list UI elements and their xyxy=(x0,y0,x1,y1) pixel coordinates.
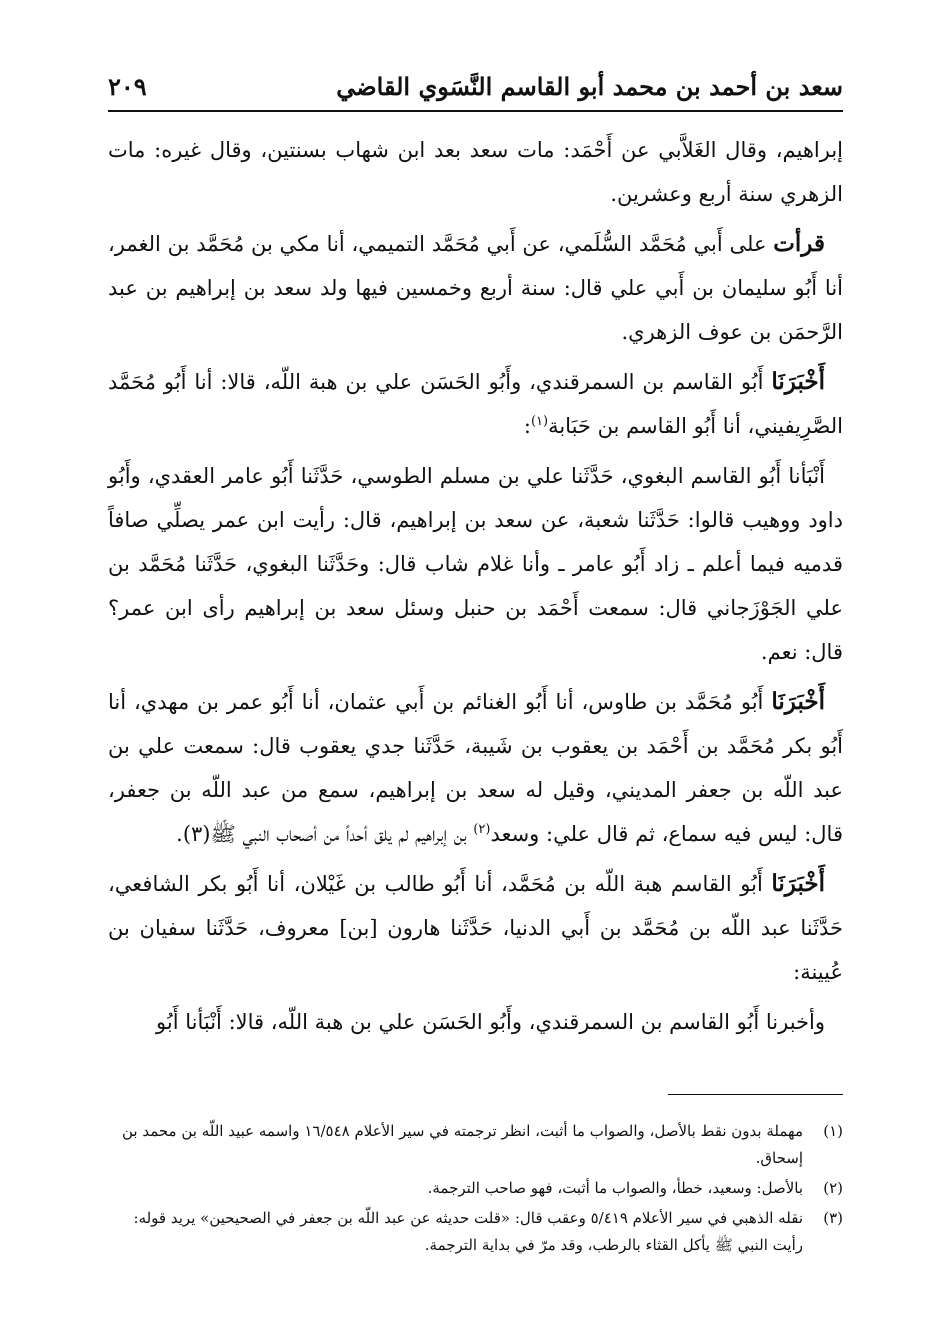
paragraph-lead: أَخْبَرَنَا xyxy=(771,870,825,897)
footnote-text: مهملة بدون نقط بالأصل، والصواب ما أثبت، انظر ترجمته في سير الأعلام ١٦/٥٤٨ واسمه عبيد اللّه بن محمد بن إسحاق. xyxy=(121,1122,803,1167)
footnote-number: (١) xyxy=(823,1122,843,1140)
paragraph-text: أَبُو القاسم هبة اللّه بن مُحَمَّد، أنا أَبُو طالب بن غَيْلان، أنا أَبُو بكر الشافعي، حَدَّثَنا عبد اللّه بن مُحَمَّد بن أَبي الدنيا، حَدَّثَنا هارون [بن] معروف، حَدَّثَنا سفيان بن عُيينة: xyxy=(108,872,843,984)
header-divider xyxy=(108,110,843,112)
main-text xyxy=(108,128,843,1050)
paragraph-text: بن إبراهيم لم يلق أحداً من أصحاب النبي ﷺ(٣). xyxy=(176,822,474,846)
paragraph-lead: أَخْبَرَنَا xyxy=(771,368,825,395)
paragraph-text: إبراهيم، وقال الغَلاَّبي عن أَحْمَد: مات سعد بعد ابن شهاب بسنتين، وقال غيره: مات الزهري سنة أربع وعشرين. xyxy=(108,138,843,206)
paragraph xyxy=(108,1000,843,1044)
footnote-text: بالأصل: وسعيد، خطأ، والصواب ما أثبت، فهو صاحب الترجمة. xyxy=(427,1179,803,1197)
paragraph xyxy=(108,680,843,856)
paragraph-text: وأخبرنا أَبُو القاسم بن السمرقندي، وأَبُو الحَسَن علي بن هبة اللّه، قالا: أَنْبَأنا أَبُو xyxy=(156,1010,825,1034)
footnote-number: (٢) xyxy=(823,1179,843,1197)
paragraph-text: أَبُو القاسم بن السمرقندي، وأَبُو الحَسَن علي بن هبة اللّه، قالا: أنا أَبُو مُحَمَّد الصَّرِيفيني، أنا أَبُو القاسم بن حَبَابة xyxy=(108,370,843,438)
paragraph xyxy=(108,360,843,448)
paragraph xyxy=(108,222,843,354)
page-number: ٢٠٩ xyxy=(108,71,147,101)
footnote-ref[interactable]: (١) xyxy=(530,414,549,429)
footnote-text: نقله الذهبي في سير الأعلام ٥/٤١٩ وعقب قال: «قلت حديثه عن عبد اللّه بن جعفر في الصحيحين» يريد قوله: رأيت النبي ﷺ يأكل القثاء بالرطب، وقد مرّ في بداية الترجمة. xyxy=(133,1209,803,1254)
footnote xyxy=(108,1205,843,1259)
paragraph xyxy=(108,128,843,216)
footnote xyxy=(108,1175,843,1202)
paragraph-text: أَنْبَأنا أَبُو القاسم البغوي، حَدَّثَنا علي بن مسلم الطوسي، حَدَّثَنا أَبُو عامر العقدي، وأَبُو داود ووهيب قالوا: حَدَّثَنا شعبة، عن سعد بن إبراهيم، قال: رأيت ابن عمر يصلِّي صافاً قدميه فيما أعلم ـ زاد أَبُو عامر ـ وأنا غلام شاب قال: وحَدَّثَنا البغوي، حَدَّثَنا مُحَمَّد بن علي الجَوْزَجاني قال: سمعت أَحْمَد بن حنبل وسئل سعد بن إبراهيم رأى ابن عمر؟ قال: نعم. xyxy=(108,464,843,664)
header-title: سعد بن أحمد بن محمد أبو القاسم النَّسَوي القاضي xyxy=(336,71,843,101)
running-header xyxy=(108,66,843,106)
footnote xyxy=(108,1118,843,1172)
footnote-number: (٣) xyxy=(823,1209,843,1227)
paragraph-text: على أَبي مُحَمَّد السُّلَمي، عن أَبي مُحَمَّد التميمي، أنا مكي بن مُحَمَّد بن الغمر، أنا أَبُو سليمان بن أَبي علي قال: سنة أربع وخمسين فيها ولد سعد بن إبراهيم بن عبد الرَّحمَن بن عوف الزهري. xyxy=(108,232,843,344)
footnote-ref[interactable]: (٢) xyxy=(473,822,491,837)
paragraph-lead: أَخْبَرَنَا xyxy=(771,688,825,715)
footnote-divider xyxy=(668,1094,843,1095)
footnotes xyxy=(108,1118,843,1262)
paragraph-lead: قرأت xyxy=(773,230,825,257)
paragraph-text: : xyxy=(523,414,531,438)
paragraph-text: أَبُو مُحَمَّد بن طاوس، أنا أَبُو الغنائم بن أَبي عثمان، أنا أَبُو عمر بن مهدي، أنا أَبُو بكر مُحَمَّد بن أَحْمَد بن يعقوب بن شَيبة، حَدَّثَنا جدي يعقوب قال: سمعت علي بن عبد اللّه بن جعفر المديني، وقيل له سعد بن إبراهيم، سمع من عبد اللّه بن جعفر، قال: ليس فيه سماع، ثم قال علي: وسعد xyxy=(108,690,843,846)
paragraph xyxy=(108,862,843,994)
paragraph xyxy=(108,454,843,674)
